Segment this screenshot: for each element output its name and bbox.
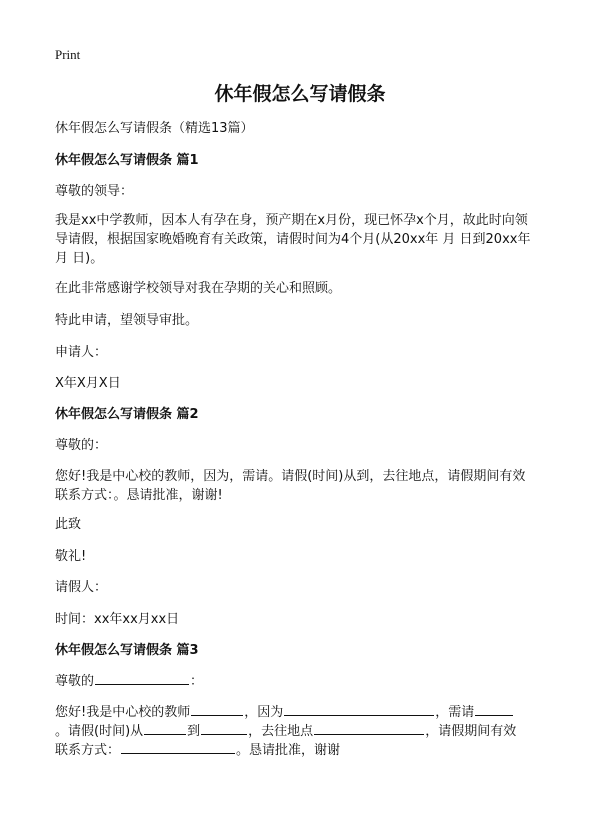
- salutation-colon: ：: [190, 674, 204, 689]
- section-1-body-line-2: 导请假，根据国家晚婚晚育有关政策，请假时间为4个月(从20xx年 月 日到20xx年: [55, 232, 531, 247]
- section-1-heading: 休年假怎么写请假条 篇1: [55, 153, 199, 168]
- document-title: 休年假怎么写请假条: [214, 83, 386, 105]
- leave-type-blank: [475, 703, 513, 716]
- reason-blank: [284, 703, 434, 716]
- section-2-closing-2: 敬礼!: [55, 549, 87, 564]
- section-2-closing-1: 此致: [55, 517, 82, 532]
- body-text: 。恳请批准，谢谢: [236, 743, 341, 758]
- section-2-body-line-2: 联系方式：。恳请批准，谢谢!: [55, 488, 223, 503]
- section-1-body-line-3: 月 日)。: [55, 251, 104, 266]
- body-text: 。请假(时间)从: [55, 724, 144, 739]
- section-3-body-line-2: [55, 722, 550, 741]
- body-text: 到: [187, 724, 201, 739]
- section-1-body-line-1: 我是xx中学教师，因本人有孕在身，预产期在x月份，现已怀孕x个月，故此时向领: [55, 213, 528, 228]
- section-3-heading: 休年假怎么写请假条 篇3: [55, 643, 199, 658]
- section-1-date: X年X月X日: [55, 376, 121, 391]
- body-text: ，请假期间有效: [425, 724, 517, 739]
- contact-blank: [121, 741, 235, 754]
- section-1-request: 特此申请，望领导审批。: [55, 313, 199, 328]
- destination-blank: [314, 722, 424, 735]
- section-1-applicant: 申请人：: [55, 345, 108, 360]
- to-date-blank: [201, 722, 247, 735]
- document-subtitle: 休年假怎么写请假条（精选13篇）: [55, 121, 254, 136]
- section-3-body-line-1: [55, 703, 550, 722]
- section-3-body-line-3: [55, 741, 550, 760]
- section-1-salutation: 尊敬的领导：: [55, 184, 134, 199]
- body-text: ，需请: [435, 705, 475, 720]
- section-2-date: 时间：xx年xx月xx日: [55, 612, 180, 627]
- salutation-text: 尊敬的: [55, 674, 95, 689]
- body-text: ，去往地点: [248, 724, 314, 739]
- section-3-salutation: [55, 672, 550, 691]
- body-text: 您好!我是中心校的教师: [55, 705, 191, 720]
- section-2-applicant: 请假人：: [55, 580, 108, 595]
- section-2-body-line-1: 您好!我是中心校的教师，因为，需请。请假(时间)从到，去往地点，请假期间有效: [55, 469, 526, 484]
- print-label: Print: [55, 47, 81, 62]
- section-1-thanks: 在此非常感谢学校领导对我在孕期的关心和照顾。: [55, 281, 342, 296]
- recipient-blank: [95, 672, 189, 685]
- teacher-blank: [191, 703, 243, 716]
- from-date-blank: [144, 722, 186, 735]
- body-text: ，因为: [244, 705, 284, 720]
- section-2-salutation: 尊敬的：: [55, 438, 108, 453]
- section-2-heading: 休年假怎么写请假条 篇2: [55, 407, 199, 422]
- body-text: 联系方式：: [55, 743, 121, 758]
